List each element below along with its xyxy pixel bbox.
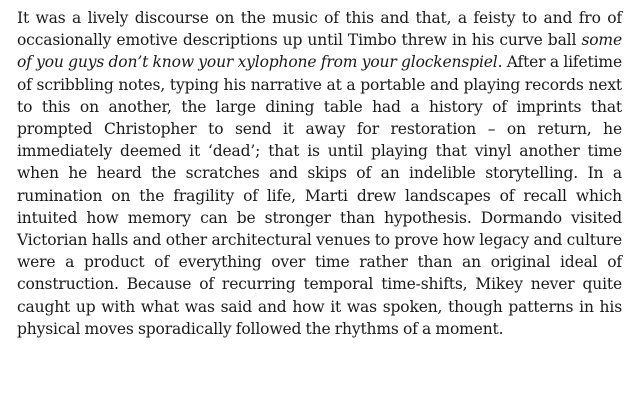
italic-quote: some of you guys don’t know your xylophone from your glockenspiel bbox=[17, 31, 622, 72]
paragraph-text-part-1: It was a lively discourse on the music of this and that, a feisty to and fro of occasionally emotive descriptions up until Timbo threw in his curve ball bbox=[17, 9, 622, 50]
body-paragraph bbox=[17, 7, 622, 340]
document-page bbox=[17, 7, 622, 340]
paragraph-text-part-2: . After a lifetime of scribbling notes, typing his narrative at a portable and playing records next to this on another, the large dining table had a history of imprints that prompted Christopher to send it away for restoration – on return, he immediately deemed it ‘dead’; that is until playing that vinyl another time when he heard the scratches and skips of an indelible storytelling. In a rumination on the fragility of life, Marti drew landscapes of recall which intuited how memory can be stronger than hypothesis. Dormando visited Victorian halls and other architectural venues to prove how legacy and culture were a product of everything over time rather than an original ideal of construction. Because of recurring temporal time-shifts, Mikey never quite caught up with what was said and how it was spoken, though patterns in his physical moves sporadically followed the rhythms of a moment. bbox=[17, 53, 622, 338]
